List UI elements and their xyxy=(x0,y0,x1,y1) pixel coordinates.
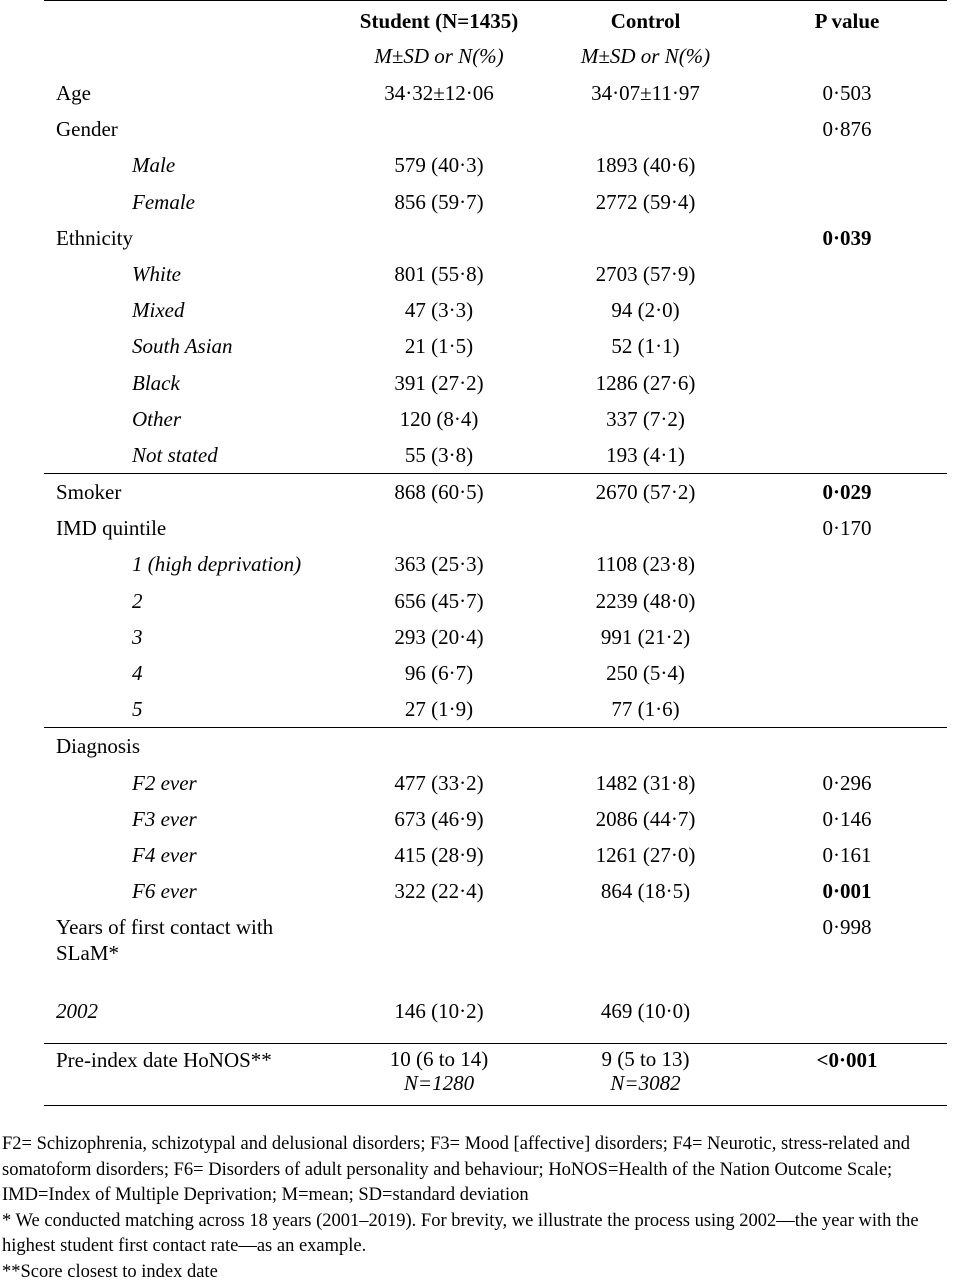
student-value: 579 (40·3) xyxy=(334,147,544,183)
characteristics-table xyxy=(44,0,947,1106)
table-row xyxy=(44,655,947,691)
row-label: Diagnosis xyxy=(44,728,334,765)
table-row xyxy=(44,184,947,220)
control-value: 1286 (27·6) xyxy=(544,365,747,401)
control-value: 193 (4·1) xyxy=(544,437,747,474)
control-value: 469 (10·0) xyxy=(544,981,747,1044)
table-row xyxy=(44,801,947,837)
table-row xyxy=(44,328,947,364)
p-value: 0·039 xyxy=(747,220,947,256)
table-row xyxy=(44,873,947,909)
p-value: 0·146 xyxy=(747,801,947,837)
footnote-abbreviations: F2= Schizophrenia, schizotypal and delusional disorders; F3= Mood [affective] disorders; F4= Neurotic, stress-related and somatoform disorders; F6= Disorders of adult personality and behaviour; HoNOS=Health of the Nation Outcome Scale; IMD=Index of Multiple Deprivation; M=mean; SD=standard deviation xyxy=(2,1132,952,1209)
subheader-control: M±SD or N(%) xyxy=(544,41,747,75)
table-row xyxy=(44,765,947,801)
table-row xyxy=(44,111,947,147)
control-value: 1261 (27·0) xyxy=(544,837,747,873)
row-label: Not stated xyxy=(44,437,334,474)
table-row xyxy=(44,220,947,256)
p-value: 0·029 xyxy=(747,474,947,511)
control-n: N=3082 xyxy=(544,1071,747,1095)
student-value: 120 (8·4) xyxy=(334,401,544,437)
control-value: 9 (5 to 13) xyxy=(544,1047,747,1071)
student-value: 856 (59·7) xyxy=(334,184,544,220)
student-value: 21 (1·5) xyxy=(334,328,544,364)
control-value: 337 (7·2) xyxy=(544,401,747,437)
row-label: F6 ever xyxy=(44,873,334,909)
table-container xyxy=(44,0,947,1106)
table-row xyxy=(44,75,947,111)
row-label: South Asian xyxy=(44,328,334,364)
row-label: 1 (high deprivation) xyxy=(44,546,334,582)
student-value: 34·32±12·06 xyxy=(334,75,544,111)
student-value: 27 (1·9) xyxy=(334,691,544,728)
subheader-p xyxy=(747,41,947,75)
table-row xyxy=(44,147,947,183)
p-value: 0·876 xyxy=(747,111,947,147)
control-value: 77 (1·6) xyxy=(544,691,747,728)
row-label: IMD quintile xyxy=(44,510,334,546)
p-value: 0·170 xyxy=(747,510,947,546)
control-value: 34·07±11·97 xyxy=(544,75,747,111)
footnote-star: * We conducted matching across 18 years (2001–2019). For brevity, we illustrate the process using 2002—the year with the highest student first contact rate—as an example. xyxy=(2,1209,952,1260)
student-value: 477 (33·2) xyxy=(334,765,544,801)
footnotes xyxy=(2,1132,952,1285)
row-label: Other xyxy=(44,401,334,437)
row-label: 4 xyxy=(44,655,334,691)
table-row xyxy=(44,619,947,655)
row-label: 5 xyxy=(44,691,334,728)
student-value: 363 (25·3) xyxy=(334,546,544,582)
footnote-double-star: **Score closest to index date xyxy=(2,1260,952,1285)
table-row xyxy=(44,909,947,981)
control-value: 1893 (40·6) xyxy=(544,147,747,183)
table-row xyxy=(44,691,947,728)
table-row xyxy=(44,474,947,511)
row-label: Pre-index date HoNOS** xyxy=(44,1044,334,1106)
table-row xyxy=(44,256,947,292)
table-row xyxy=(44,510,947,546)
control-value: 2703 (57·9) xyxy=(544,256,747,292)
student-value: 656 (45·7) xyxy=(334,583,544,619)
row-label: Years of first contact with SLaM* xyxy=(44,909,334,981)
table-row xyxy=(44,546,947,582)
row-label: F4 ever xyxy=(44,837,334,873)
header-p-value: P value xyxy=(747,1,947,42)
row-label: 2 xyxy=(44,583,334,619)
row-label: Smoker xyxy=(44,474,334,511)
control-value: 864 (18·5) xyxy=(544,873,747,909)
student-value: 415 (28·9) xyxy=(334,837,544,873)
student-value: 673 (46·9) xyxy=(334,801,544,837)
row-label: 3 xyxy=(44,619,334,655)
row-label: F2 ever xyxy=(44,765,334,801)
student-value: 146 (10·2) xyxy=(334,981,544,1044)
table-row xyxy=(44,583,947,619)
row-label: Male xyxy=(44,147,334,183)
p-value: 0·998 xyxy=(747,909,947,981)
student-value: 10 (6 to 14) xyxy=(334,1047,544,1071)
subheader-student: M±SD or N(%) xyxy=(334,41,544,75)
row-label: 2002 xyxy=(44,981,334,1044)
control-value: 2086 (44·7) xyxy=(544,801,747,837)
row-label: Black xyxy=(44,365,334,401)
student-value: 391 (27·2) xyxy=(334,365,544,401)
student-n: N=1280 xyxy=(334,1071,544,1095)
table-row xyxy=(44,728,947,765)
row-label: Age xyxy=(44,75,334,111)
table-row xyxy=(44,401,947,437)
control-value: 1482 (31·8) xyxy=(544,765,747,801)
header-student: Student (N=1435) xyxy=(334,1,544,42)
control-value: 94 (2·0) xyxy=(544,292,747,328)
student-value: 322 (22·4) xyxy=(334,873,544,909)
row-label: Gender xyxy=(44,111,334,147)
student-value: 55 (3·8) xyxy=(334,437,544,474)
p-value: <0·001 xyxy=(747,1044,947,1106)
row-label: F3 ever xyxy=(44,801,334,837)
student-value: 47 (3·3) xyxy=(334,292,544,328)
row-label: White xyxy=(44,256,334,292)
header-control: Control xyxy=(544,1,747,42)
control-value: 2772 (59·4) xyxy=(544,184,747,220)
control-value: 52 (1·1) xyxy=(544,328,747,364)
control-value: 991 (21·2) xyxy=(544,619,747,655)
row-label: Mixed xyxy=(44,292,334,328)
p-value: 0·503 xyxy=(747,75,947,111)
student-value: 868 (60·5) xyxy=(334,474,544,511)
control-value: 2239 (48·0) xyxy=(544,583,747,619)
control-value: 1108 (23·8) xyxy=(544,546,747,582)
table-row xyxy=(44,292,947,328)
p-value: 0·001 xyxy=(747,873,947,909)
table-row xyxy=(44,981,947,1044)
table-row xyxy=(44,1044,947,1106)
student-value: 96 (6·7) xyxy=(334,655,544,691)
student-value: 293 (20·4) xyxy=(334,619,544,655)
table-row xyxy=(44,437,947,474)
p-value: 0·296 xyxy=(747,765,947,801)
header-blank xyxy=(44,1,334,42)
control-value: 250 (5·4) xyxy=(544,655,747,691)
table-row xyxy=(44,365,947,401)
p-value: 0·161 xyxy=(747,837,947,873)
table-row xyxy=(44,837,947,873)
subheader-blank xyxy=(44,41,334,75)
row-label: Female xyxy=(44,184,334,220)
control-value: 2670 (57·2) xyxy=(544,474,747,511)
student-value: 801 (55·8) xyxy=(334,256,544,292)
row-label: Ethnicity xyxy=(44,220,334,256)
